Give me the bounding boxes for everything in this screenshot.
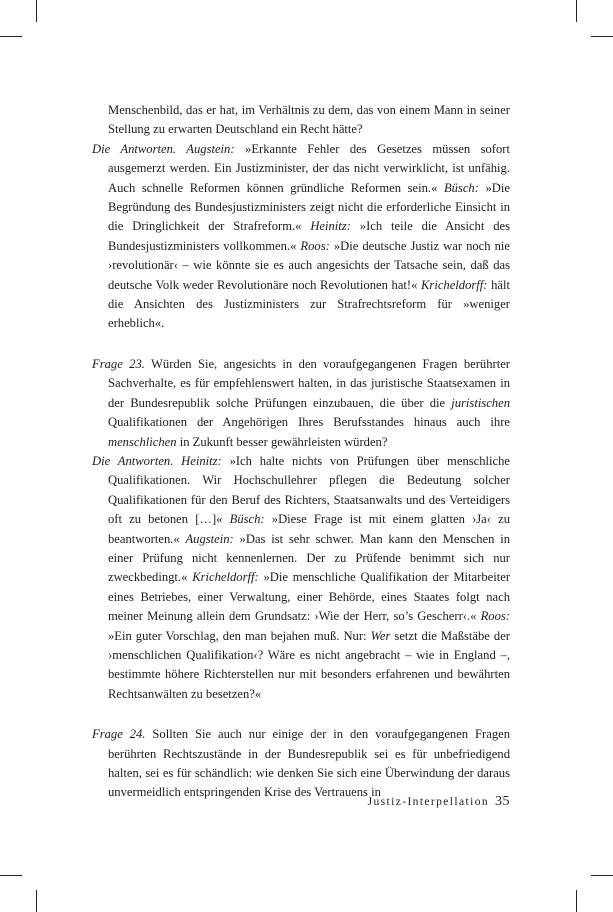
italic-text: Roos: [480,609,510,624]
italic-text: Die Antworten. Heinitz: [92,453,222,468]
page-footer [368,794,510,810]
italic-text: Heinitz: [310,219,351,234]
italic-text: Frage 23. [92,356,145,371]
text-run: »Ein guter Vorschlag, den man bejahen muß. Nur: [108,628,371,643]
text-run: Qualifikationen der Angehörigen Ihres Berufsstandes hinaus auch ihre [108,415,510,430]
text-run: »Diese Frage ist mit einem glatten ›Ja‹ zu beantworten.« [108,512,510,546]
question-22-continuation [92,101,510,140]
italic-text: juristischen [451,395,510,410]
italic-text: Wer [370,628,391,643]
page-number: 35 [495,794,510,809]
text-run: setzt die Maßstäbe der ›menschlichen Qualifikation‹? Wäre es nicht angebracht – wie in England –, bestimmte höhere Richterstellen nur mit besonders erfahrenen und bewährten Rechtsanwälten zu besetzen?« [108,628,510,701]
crop-mark [576,0,577,22]
page-body [92,101,510,803]
crop-mark [591,36,613,37]
italic-text: Die Antworten. Augstein: [92,141,235,156]
text-run: in Zukunft besser gewährleisten würden? [176,434,388,449]
italic-text: Frage 24. [92,727,146,742]
text-run: Würden Sie, angesichts in den voraufgegangenen Fragen berührter Sachverhalte, es für empfehlenswert halten, in das juristische Staatsexamen in der Bundesrepublik solche Prüfungen einzubauen, die über die [108,356,510,410]
text-run: »Die Begründung des Bundesjustizministers zeigt nicht die erforderliche Einsicht in die Dringlichkeit der Strafreform.« [108,180,510,234]
text-run: Menschenbild, das er hat, im Verhältnis zu dem, das von einem Mann in seiner Stellung zu erwarten Deutschland ein Recht hätte? [108,103,510,137]
running-title: Justiz-Interpellation [367,796,489,808]
crop-mark [0,36,22,37]
text-run: »Das ist sehr schwer. Man kann den Menschen in einer Prüfung nicht kennenlernen. Der zu Prüfende benimmt sich nur zweckbedingt.« [108,531,510,585]
italic-text: Büsch: [443,180,479,195]
crop-mark [36,0,37,22]
answers-23 [92,452,510,704]
crop-mark [576,890,577,912]
italic-text: menschlichen [108,434,177,449]
crop-mark [591,875,613,876]
italic-text: Roos: [300,238,330,253]
crop-mark [0,875,22,876]
text-run: »Die deutsche Justiz war noch nie ›revolutionär‹ – wie könnte sie es auch angesichts der Tatsache sein, daß das deutsche Volk weder Revolutionäre noch Revolutionen hat!« [108,238,510,292]
crop-mark [36,890,37,912]
text-run: »Die menschliche Qualifikation der Mitarbeiter eines Betriebes, einer Verwaltung, einer Behörde, eines Staates folgt nach meiner Meinung allein dem Grundsatz: ›Wie der Herr, so’s Gescherr‹.« [108,570,511,624]
italic-text: Büsch: [229,512,265,527]
text-run: hält die Ansichten des Justizministers zur Strafrechtsreform für »weniger erheblich«. [108,277,510,331]
question-24 [92,725,510,803]
italic-text: Kricheldorff: [192,570,259,585]
text-run: »Ich halte nichts von Prüfungen über menschliche Qualifikationen. Wir Hochschullehrer pflegen die Bedeutung solcher Qualifikationen für den Beruf des Richters, Staatsanwalts und des Verteidigers oft zu betonen […]« [108,453,510,527]
question-23 [92,355,510,452]
text-run: Sollten Sie auch nur einige der in den voraufgegangenen Fragen berührten Rechtszustände in der Bundesrepublik sei es für unbefriedigend halten, sei es für schändlich: wie denken Sie sich eine Überwindung der daraus unvermeidlich entspringenden Krise des Vertrauens in [108,727,510,800]
italic-text: Augstein: [185,531,234,546]
answers-22 [92,140,510,334]
text-run: »Erkannte Fehler des Gesetzes müssen sofort ausgemerzt werden. Ein Justizminister, der das nicht verwirklicht, ist unfähig. Auch schnelle Reformen können gründliche Reformen sein.« [108,141,510,195]
text-run: »Ich teile die Ansicht des Bundesjustizministers vollkommen.« [108,219,511,253]
italic-text: Kricheldorff: [421,277,488,292]
